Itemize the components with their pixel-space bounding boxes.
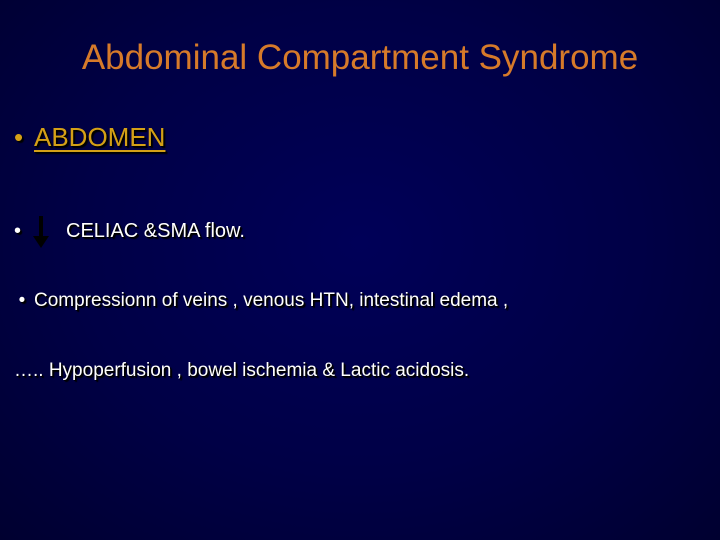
bullet-marker: • [18, 290, 26, 311]
bullet-celiac-flow [14, 216, 245, 248]
continuation-line: ….. Hypoperfusion , bowel ischemia & Lactic acidosis. [14, 360, 470, 381]
bullet-compression-label: Compressionn of veins , venous HTN, intestinal edema , [34, 290, 509, 311]
bullet-compression-veins [10, 287, 508, 315]
bullet-abdomen-label: ABDOMEN [34, 122, 166, 152]
down-arrow-icon [32, 216, 50, 248]
bullet-marker: • [14, 220, 22, 242]
bullet-abdomen [14, 119, 165, 155]
bullet-marker: • [14, 122, 24, 152]
bullet-celiac-label: CELIAC &SMA flow. [66, 220, 245, 242]
slide-title: Abdominal Compartment Syndrome [81, 38, 639, 77]
